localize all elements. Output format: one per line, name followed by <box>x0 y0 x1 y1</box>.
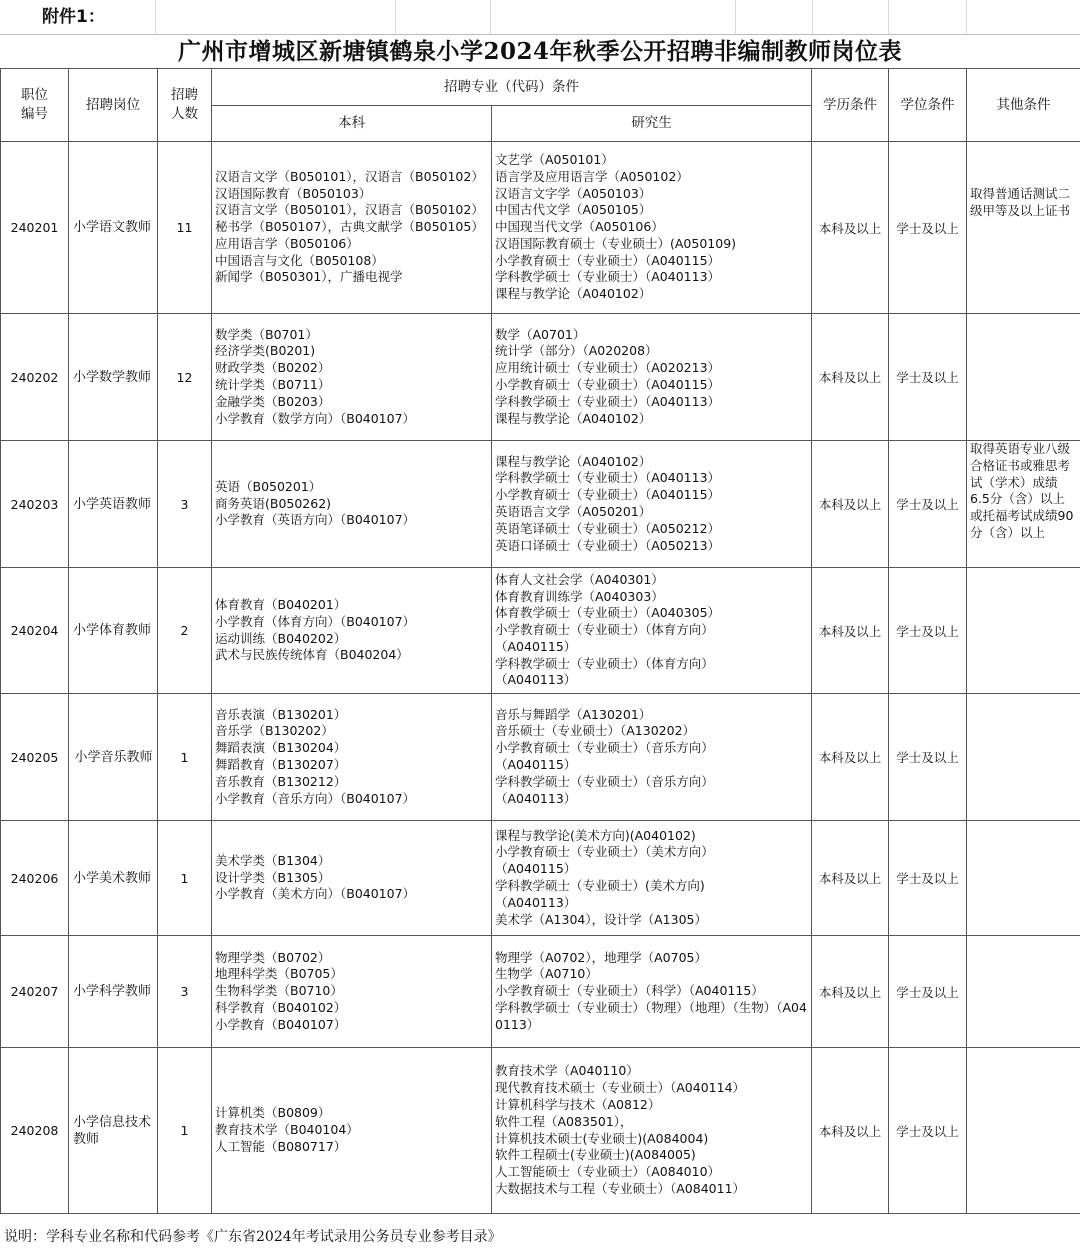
position-title: 小学语文教师 <box>69 142 158 314</box>
graduate-majors <box>492 441 812 568</box>
degree-requirement: 学士及以上 <box>889 694 967 821</box>
hire-count: 1 <box>158 1048 212 1214</box>
major-item: 软件工程（A083501）， <box>495 1113 633 1129</box>
footnote: 说明：学科专业名称和代码参考《广东省2024年考试录用公务员专业参考目录》 <box>4 1229 502 1245</box>
graduate-majors <box>492 142 812 314</box>
degree-requirement: 学士及以上 <box>889 1048 967 1214</box>
major-item: 语言学及应用语言学（A050102） <box>495 168 689 184</box>
major-item: 应用统计硕士（专业硕士）（A020213） <box>495 360 721 376</box>
major-item: 舞蹈表演（B130204） <box>215 740 347 756</box>
major-item: 地理科学类（B0705） <box>215 966 343 982</box>
major-item: 秘书学（B050107），古典文献学（B050105） <box>215 219 484 235</box>
position-title: 小学英语教师 <box>69 441 158 568</box>
major-item: 小学教育硕士（专业硕士）（美术方向） <box>495 844 714 860</box>
other-requirements <box>967 821 1080 936</box>
major-item: 小学教育（音乐方向）（B040107） <box>215 790 416 806</box>
major-item: 学科教学硕士（专业硕士）（物理）（地理）（生物）（A040113） <box>495 999 807 1032</box>
graduate-majors <box>492 821 812 936</box>
major-item: 学科教学硕士（专业硕士）（音乐方向） <box>495 773 714 789</box>
header-code: 职位编号 <box>1 69 69 142</box>
degree-requirement: 学士及以上 <box>889 821 967 936</box>
table-row <box>1 568 1080 694</box>
major-item: 小学教育（B040107） <box>215 1016 347 1032</box>
major-item: 小学教育（美术方向）（B040107） <box>215 886 416 902</box>
major-item: 现代教育技术硕士（专业硕士）（A040114） <box>495 1080 746 1096</box>
major-item: 小学教育硕士（专业硕士）（A040115） <box>495 487 721 503</box>
major-item: 教育技术学（B040104） <box>215 1122 359 1138</box>
major-item: 计算机科学与技术（A0812） <box>495 1096 661 1112</box>
major-item: 英语口译硕士（专业硕士）（A050213） <box>495 537 721 553</box>
major-item: 人工智能硕士（专业硕士）（A084010） <box>495 1164 721 1180</box>
education-requirement: 本科及以上 <box>812 821 889 936</box>
table-row <box>1 694 1080 821</box>
major-item: （A040115） <box>495 861 577 877</box>
position-title: 小学美术教师 <box>69 821 158 936</box>
table-row <box>1 1048 1080 1214</box>
major-item: 汉语国际教育硕士（专业硕士）(A050109) <box>495 235 737 251</box>
major-item: 学科教学硕士（专业硕士）（A040113） <box>495 269 721 285</box>
major-item: 音乐硕士（专业硕士）（A130202） <box>495 723 696 739</box>
major-item: 体育人文社会学（A040301） <box>495 571 664 587</box>
major-item: 汉语言文字学（A050103） <box>495 185 652 201</box>
undergrad-majors <box>212 1048 492 1214</box>
major-item: 小学教育（数学方向）（B040107） <box>215 410 416 426</box>
major-item: 体育教育训练学（A040303） <box>495 588 664 604</box>
major-item: 课程与教学论(美术方向)(A040102) <box>495 827 696 843</box>
education-requirement: 本科及以上 <box>812 314 889 441</box>
major-item: 汉语言文学（B050101），汉语言（B050102） <box>215 202 484 218</box>
major-item: 英语（B050201） <box>215 478 322 494</box>
graduate-majors <box>492 694 812 821</box>
graduate-majors <box>492 568 812 694</box>
other-requirements <box>967 568 1080 694</box>
position-title: 小学数学教师 <box>69 314 158 441</box>
degree-requirement: 学士及以上 <box>889 936 967 1048</box>
major-item: 小学教育硕士（专业硕士）（A040115） <box>495 252 721 268</box>
major-item: 小学教育硕士（专业硕士）（A040115） <box>495 377 721 392</box>
major-item: 统计学类（B0711） <box>215 377 331 392</box>
major-item: 设计学类（B1305） <box>215 869 331 885</box>
other-requirements <box>967 936 1080 1048</box>
major-item: 美术学（A1304），设计学（A1305） <box>495 911 707 927</box>
other-requirements <box>967 694 1080 821</box>
education-requirement: 本科及以上 <box>812 142 889 314</box>
major-item: 经济学类(B0201) <box>215 343 316 359</box>
major-item: 课程与教学论（A040102） <box>495 410 652 426</box>
major-item: 物理学类（B0702） <box>215 949 331 965</box>
major-item: 计算机类（B0809） <box>215 1105 331 1121</box>
undergrad-majors <box>212 441 492 568</box>
position-code: 240208 <box>1 1048 69 1214</box>
header-other: 其他条件 <box>967 69 1080 142</box>
hire-count: 12 <box>158 314 212 441</box>
major-item: 音乐学（B130202） <box>215 723 334 739</box>
position-code: 240202 <box>1 314 69 441</box>
major-item: 应用语言学（B050106） <box>215 235 359 251</box>
major-item: 学科教学硕士（专业硕士）（A040113） <box>495 393 721 409</box>
header-post: 招聘岗位 <box>69 69 158 142</box>
position-title: 小学音乐教师 <box>69 694 158 821</box>
major-item: 金融学类（B0203） <box>215 393 331 409</box>
major-item: 新闻学（B050301），广播电视学 <box>215 269 403 285</box>
position-code: 240201 <box>1 142 69 314</box>
degree-requirement: 学士及以上 <box>889 142 967 314</box>
hire-count: 3 <box>158 441 212 568</box>
hire-count: 3 <box>158 936 212 1048</box>
hire-count: 11 <box>158 142 212 314</box>
major-item: （A040113） <box>495 894 577 910</box>
undergrad-majors <box>212 694 492 821</box>
major-item: 运动训练（B040202） <box>215 630 347 646</box>
header-degree: 学位条件 <box>889 69 967 142</box>
major-item: 汉语国际教育（B050103） <box>215 185 372 201</box>
other-requirements: 取得英语专业八级合格证书或雅思考试（学术）成绩6.5分（含）以上或托福考试成绩90分（含）以上 <box>967 441 1080 568</box>
header-education: 学历条件 <box>812 69 889 142</box>
table-row <box>1 142 1080 314</box>
major-item: 小学教育（体育方向）（B040107） <box>215 613 416 629</box>
major-item: 小学教育硕士（专业硕士）（科学）（A040115） <box>495 983 764 999</box>
major-item: 物理学（A0702），地理学（A0705） <box>495 949 707 965</box>
other-requirements <box>967 314 1080 441</box>
education-requirement: 本科及以上 <box>812 936 889 1048</box>
major-item: 音乐表演（B130201） <box>215 706 347 722</box>
major-item: （A040113） <box>495 672 577 688</box>
other-requirements <box>967 1048 1080 1214</box>
attachment-label: 附件1： <box>42 7 105 27</box>
graduate-majors <box>492 936 812 1048</box>
major-item: 中国古代文学（A050105） <box>495 202 652 218</box>
major-item: 教育技术学（A040110） <box>495 1063 639 1079</box>
major-item: 科学教育（B040102） <box>215 999 347 1015</box>
degree-requirement: 学士及以上 <box>889 314 967 441</box>
position-code: 240206 <box>1 821 69 936</box>
major-item: 音乐与舞蹈学（A130201） <box>495 706 652 722</box>
header-major-group: 招聘专业（代码）条件 <box>212 69 812 106</box>
degree-requirement: 学士及以上 <box>889 568 967 694</box>
position-code: 240203 <box>1 441 69 568</box>
major-item: 计算机技术硕士(专业硕士)(A084004) <box>495 1130 709 1146</box>
table-row <box>1 821 1080 936</box>
header-undergrad: 本科 <box>212 106 492 142</box>
major-item: （A040115） <box>495 757 577 772</box>
graduate-majors <box>492 1048 812 1214</box>
position-title: 小学信息技术教师 <box>69 1048 158 1214</box>
undergrad-majors <box>212 936 492 1048</box>
major-item: 小学教育硕士（专业硕士）（体育方向） <box>495 622 714 638</box>
undergrad-majors <box>212 821 492 936</box>
education-requirement: 本科及以上 <box>812 694 889 821</box>
major-item: 中国语言与文化（B050108） <box>215 252 384 268</box>
major-item: 人工智能（B080717） <box>215 1138 347 1154</box>
major-item: 中国现当代文学（A050106） <box>495 219 664 235</box>
table-row <box>1 314 1080 441</box>
graduate-majors <box>492 314 812 441</box>
undergrad-majors <box>212 568 492 694</box>
major-item: 小学教育硕士（专业硕士）（音乐方向） <box>495 740 714 756</box>
education-requirement: 本科及以上 <box>812 1048 889 1214</box>
hire-count: 2 <box>158 568 212 694</box>
other-requirements: 取得普通话测试二级甲等及以上证书 <box>967 142 1080 314</box>
major-item: 学科教学硕士（专业硕士）（体育方向） <box>495 655 714 671</box>
major-item: 软件工程硕士(专业硕士)(A084005) <box>495 1147 696 1163</box>
major-item: 学科教学硕士（专业硕士）（A040113） <box>495 470 721 486</box>
major-item: 小学教育（英语方向）（B040107） <box>215 512 416 528</box>
table-row <box>1 936 1080 1048</box>
undergrad-majors <box>212 314 492 441</box>
major-item: 学科教学硕士（专业硕士）(美术方向) <box>495 878 705 893</box>
position-code: 240204 <box>1 568 69 694</box>
page-title: 广州市增城区新塘镇鹤泉小学2024年秋季公开招聘非编制教师岗位表 <box>0 34 1080 68</box>
position-title: 小学体育教师 <box>69 568 158 694</box>
major-item: 数学类（B0701） <box>215 326 318 342</box>
major-item: 文艺学（A050101） <box>495 151 614 167</box>
major-item: 音乐教育（B130212） <box>215 773 347 789</box>
position-code: 240205 <box>1 694 69 821</box>
major-item: 英语语言文学（A050201） <box>495 504 652 519</box>
major-item: 美术学类（B1304） <box>215 852 331 868</box>
major-item: 大数据技术与工程（专业硕士）（A084011） <box>495 1180 746 1196</box>
major-item: 课程与教学论（A040102） <box>495 286 652 302</box>
major-item: 英语笔译硕士（专业硕士）（A050212） <box>495 520 721 536</box>
major-item: 汉语言文学（B050101），汉语言（B050102） <box>215 168 484 184</box>
education-requirement: 本科及以上 <box>812 441 889 568</box>
hire-count: 1 <box>158 821 212 936</box>
table-row <box>1 441 1080 568</box>
degree-requirement: 学士及以上 <box>889 441 967 568</box>
major-item: 统计学（部分）（A020208） <box>495 343 658 359</box>
header-graduate: 研究生 <box>492 106 812 142</box>
major-item: （A040113） <box>495 790 577 806</box>
major-item: 体育教育（B040201） <box>215 596 347 612</box>
education-requirement: 本科及以上 <box>812 568 889 694</box>
position-title: 小学科学教师 <box>69 936 158 1048</box>
major-item: （A040115） <box>495 638 577 654</box>
major-item: 生物科学类（B0710） <box>215 983 343 999</box>
major-item: 生物学（A0710） <box>495 966 598 982</box>
major-item: 课程与教学论（A040102） <box>495 453 652 469</box>
undergrad-majors <box>212 142 492 314</box>
job-positions-table <box>0 68 1080 1214</box>
major-item: 体育教学硕士（专业硕士）（A040305） <box>495 605 721 621</box>
major-item: 商务英语(B050262) <box>215 495 332 511</box>
major-item: 舞蹈教育（B130207） <box>215 757 347 772</box>
hire-count: 1 <box>158 694 212 821</box>
major-item: 武术与民族传统体育（B040204） <box>215 647 409 663</box>
position-code: 240207 <box>1 936 69 1048</box>
header-count: 招聘人数 <box>158 69 212 142</box>
major-item: 财政学类（B0202） <box>215 360 331 376</box>
major-item: 数学（A0701） <box>495 326 586 342</box>
